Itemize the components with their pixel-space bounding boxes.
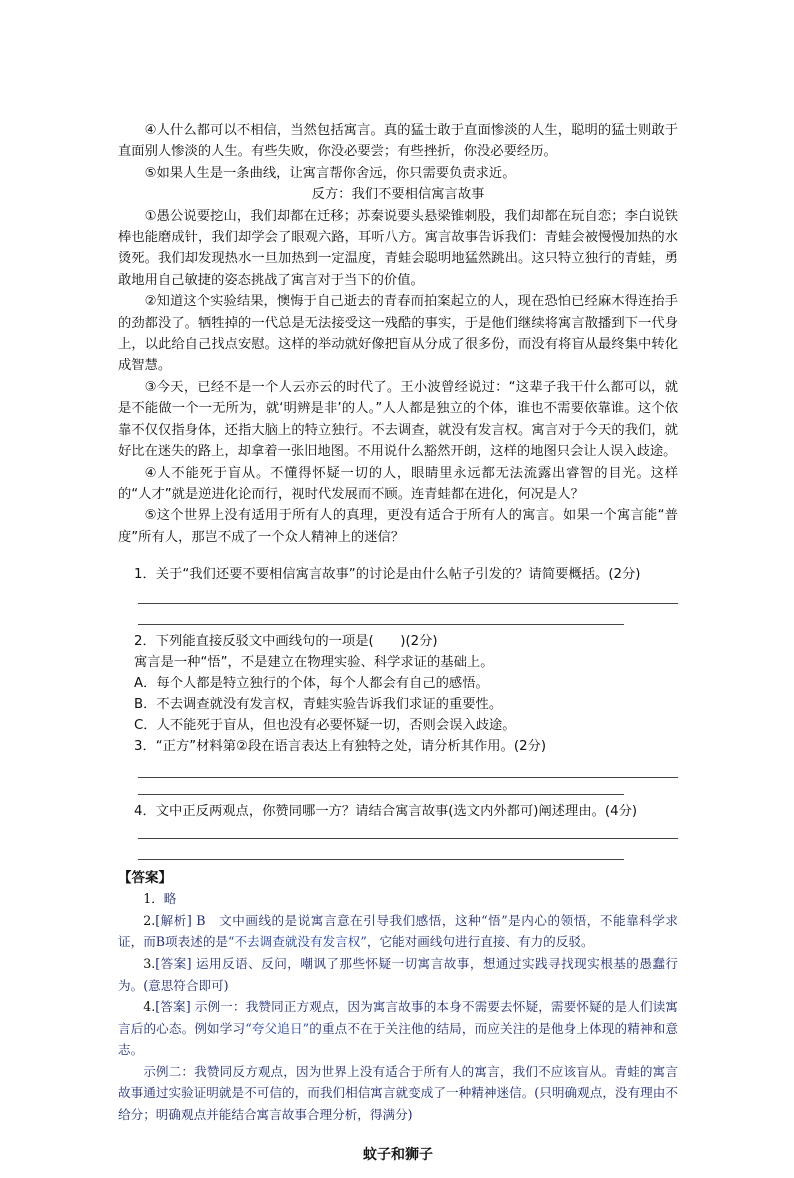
question-1: 1．关于“我们还要不要相信寓言故事”的讨论是由什么帖子引发的？请简要概括。(2分) xyxy=(134,567,641,583)
answer-3 xyxy=(118,953,678,996)
answer-2-quote: “不去调查就没有发言权” xyxy=(228,934,367,950)
answer-number: 2. xyxy=(143,912,156,928)
zheng-paragraph-4: ④人什么都可以不相信，当然包括寓言。真的猛士敢于直面惨淡的人生，聪明的猛士则敢于直面别人惨淡的人生。有些失败，你没必要尝；有些挫折，你没必要经历。 xyxy=(118,123,678,160)
answer-text: 略 xyxy=(163,891,177,907)
zheng-paragraph-5: ⑤如果人生是一条曲线，让寓言帮你舍远，你只需要负责求近。 xyxy=(144,165,516,181)
answer-number: 1． xyxy=(143,891,164,907)
fan-section-title: 反方：我们不要相信寓言故事 xyxy=(311,187,485,203)
answer-3-text: [答案] 运用反语、反问，嘲讽了那些怀疑一切寓言故事，想通过实践寻找现实根基的愚蠢行为。(意思符合即可) xyxy=(118,955,678,993)
answer-4-text: [答案] 示例一：我赞同正方观点，因为寓言故事的本身不需要去怀疑，需要怀疑的是人们读寓言后的心态。例如学习 xyxy=(118,999,678,1036)
answer-number: 3. xyxy=(143,955,156,971)
answer-4-text-end: 的重点不在于关注他的结局，而应关注的是他身上体现的精神和意志。 xyxy=(118,1020,679,1058)
question-3: 3．“正方”材料第②段在语言表达上有独特之处，请分析其作用。(2分) xyxy=(134,739,547,755)
question-2-option-c: C．人不能死于盲从，但也没有必要怀疑一切，否则会误入歧途。 xyxy=(134,718,516,734)
answer-2 xyxy=(118,910,678,953)
answer-4-quote: “夸父追日” xyxy=(245,1020,310,1036)
next-article-title: 蚊子和狮子 xyxy=(363,1146,433,1163)
answer-4 xyxy=(118,996,678,1061)
answer-line xyxy=(138,624,624,625)
question-2: 2．下列能直接反驳文中画线句的一项是( )(2分) xyxy=(134,634,438,650)
answer-1 xyxy=(118,888,678,910)
answer-4-example-2: 示例二：我赞同反方观点，因为世界上没有适合于所有人的寓言，我们不应该盲从。青蛙的寓言故事通过实验证明就是不可信的，而我们相信寓言就变成了一种精神迷信。(只明确观点，没有理由不给分；明确观点并能结合寓言故事合理分析，得满分) xyxy=(118,1063,678,1123)
question-2-option-a: A．每个人都是特立独行的个体，每个人都会有自己的感悟。 xyxy=(134,676,489,692)
answer-line xyxy=(138,859,624,860)
answer-2-text-end: ，它能对画线句进行直接、有力的反驳。 xyxy=(366,934,594,950)
question-2-stem: 寓言是一种“悟”，不是建立在物理实验、科学求证的基础上。 xyxy=(134,655,494,671)
fan-paragraph-4: ④人不能死于盲从。不懂得怀疑一切的人，眼睛里永远都无法流露出睿智的目光。这样的“人才”就是逆进化论而行，视时代发展而不顾。连青蛙都在进化，何况是人？ xyxy=(118,465,678,502)
document-page xyxy=(118,120,678,1178)
question-2-option-b: B．不去调查就没有发言权，青蛙实验告诉我们求证的重要性。 xyxy=(134,697,503,713)
answer-number: 4. xyxy=(143,999,156,1015)
answer-line xyxy=(138,794,624,795)
question-4: 4．文中正反两观点，你赞同哪一方？请结合寓言故事(选文内外都可)阐述理由。(4分) xyxy=(134,804,638,820)
fan-paragraph-5: ⑤这个世界上没有适用于所有人的真理，更没有适合于所有人的寓言。如果一个寓言能“普度”所有人，那岂不成了一个众人精神上的迷信？ xyxy=(118,508,678,545)
fan-paragraph-1: ①愚公说要挖山，我们却都在迁移；苏秦说要头悬梁锥刺股，我们却都在玩自恋；李白说铁棒也能磨成针，我们却学会了眼观六路，耳听八方。寓言故事告诉我们：青蛙会被慢慢加热的水烫死。我们却发现热水一旦加热到一定温度，青蛙会聪明地猛然跳出。这只特立独行的青蛙，勇敢地用自己敏捷的姿态挑战了寓言对于当下的价值。 xyxy=(118,208,678,288)
fan-paragraph-3: ③今天，已经不是一个人云亦云的时代了。王小波曾经说过：“这辈子我干什么都可以，就是不能做一个一无所为，就‘明辨是非’的人。”人人都是独立的个体，谁也不需要依靠谁。这个依靠不仅仅指身体，还指大脑上的特立独行。不去调查，就没有发言权。寓言对于今天的我们，就好比在迷失的路上，却拿着一张旧地图。不用说什么豁然开朗，这样的地图只会让人误入歧途。 xyxy=(118,379,678,460)
answer-2-head: [解析] B xyxy=(155,912,220,928)
answer-2-text: 文中画线的是说寓言意在引导我们感悟，这种“悟”是内心的领悟，不能靠科学求证，而B项表述的是 xyxy=(118,912,678,950)
answers-heading: 【答案】 xyxy=(118,870,172,887)
fan-paragraph-2: ②知道这个实验结果，懊悔于自己逝去的青春而拍案起立的人，现在恐怕已经麻木得连抬手的劲都没了。牺牲掉的一代总是无法接受这一残酷的事实，于是他们继续将寓言散播到下一代身上，以此给自己找点安慰。这样的举动就好像把盲从分成了很多份，而没有将盲从最终集中转化成智慧。 xyxy=(118,294,678,374)
